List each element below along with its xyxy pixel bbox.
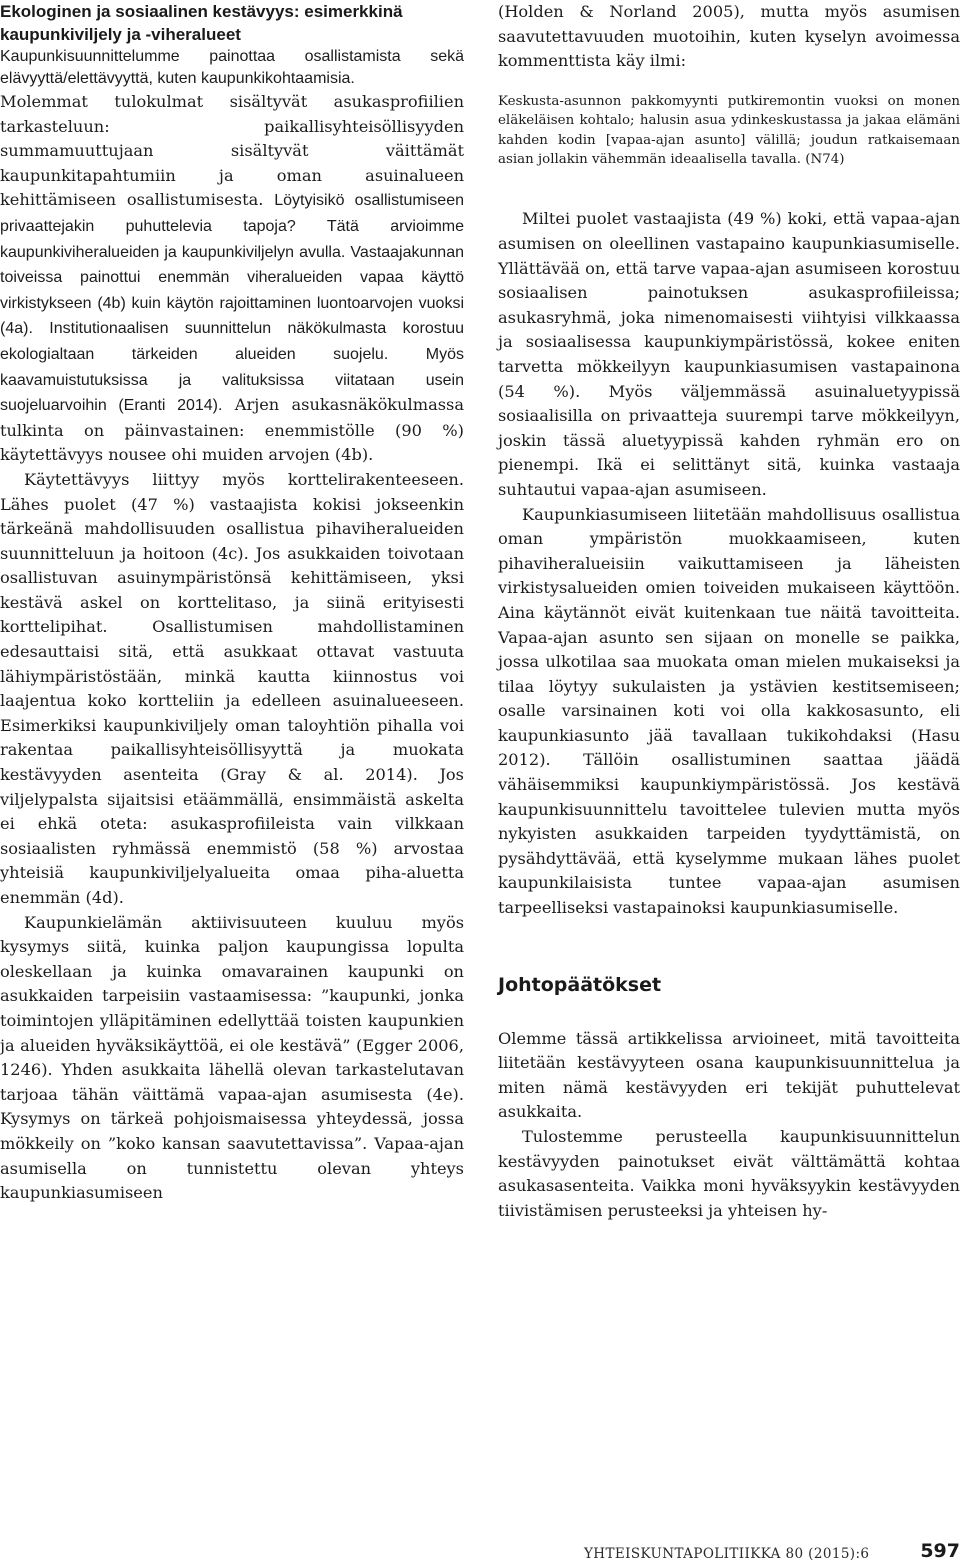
block-quote: Keskusta-asunnon pakkomyynti putkiremontin vuoksi on monen eläkeläisen kohtalo; halusin asua ydinkeskustassa ja jakaa elämäni kahden kodin [vapaa-ajan asunto] välillä; joudun ratkaisemaan asian jollakin vähemmän ideaalisella tavalla. (N74): [498, 93, 960, 167]
section-heading-conclusions: Johtopäätökset: [498, 973, 662, 996]
paragraph-1-part-c: Arjen asukasnäkökulmassa tulkinta on päinvastainen: enemmistölle (90 %) käytettävyys nousee ohi muiden arvojen (4b).: [0, 395, 464, 465]
lead-paragraph: Kaupunkisuunnittelumme painottaa osallistamista sekä elävyyttä/elettävyyttä, kuten kaupunkikohtaamisia.: [0, 48, 464, 87]
left-column: [0, 0, 464, 1206]
right-column: [498, 0, 960, 1223]
paragraph-1-part-a: Molemmat tulokulmat sisältyvät asukasprofiilien tarkasteluun: paikallisyhteisöllisyyden summamuuttujaan sisältyvät väittämät kaupunkitapahtumiin ja oman asuinalueen kehittämiseen osallistumisesta.: [0, 92, 464, 210]
paragraph-4: Miltei puolet vastaajista (49 %) koki, että vapaa-ajan asumisen on oleellinen vastapaino kaupunkiasumiselle. Yllättävää on, että tarve vapaa-ajan asumiseen korostuu sosiaalisen painotuksen asukasprofiileissa; asukasryhmä, joka nimenomaisesti viihtyisi vilkkaassa ja sosiaalisessa kaupunkiympäristössä, kokee eniten tarvetta mökkeilyyn kaupunkiasumisen vastapainona (54 %). Myös väljemmässä asuinaluetyypissä sosiaalisilla on privaatteja suurempi tarve mökkeilyyn, joskin tässä aluetyypissä kahden ryhmän ero on pienempi. Ikä ei selittänyt sitä, kuinka vastaaja suhtautui vapaa-ajan asumiseen.: [498, 209, 960, 499]
paragraph-2-part-a: Käytettävyys liittyy myös korttelirakenteeseen.: [24, 469, 464, 489]
page-number: 597: [920, 1540, 960, 1562]
paragraph-3: Kaupunkielämän aktiivisuuteen kuuluu myös kysymys siitä, kuinka paljon kaupungissa lopulta oleskellaan ja kuinka omavarainen kaupunki on asukkaiden tarpeisiin vastaamisessa: ”kaupunki, jonka toimintojen ylläpitäminen edellyttää toisten kaupunkien ja alueiden hyväksikäyttöä, ei ole kestävä” (Egger 2006, 1246). Yhden asukkaita lähellä olevan tarkastelutavan tarjoaa tähän väittämä vapaa-ajan asumisesta (4e). Kysymys on tärkeä pohjoismaisessa yhteydessä, jossa mökkeily on ”koko kansan saavutettavissa”. Vapaa-ajan asumisella on tunnistettu olevan yhteys kaupunkiasumiseen: [0, 912, 464, 1203]
journal-title: YHTEISKUNTAPOLITIIKKA 80 (2015):6: [584, 1546, 870, 1562]
paragraph-6: Olemme tässä artikkelissa arvioineet, mitä tavoitteita liitetään kestävyyteen osana kaupunkisuunnittelua ja miten nämä kestävyyden eri tekijät puhuttelevat asukkaita.: [498, 1028, 960, 1122]
paragraph-1-part-b: Löytyisikö osallistumiseen privaattejakin puhuttelevia tapoja? Tätä arvioimme kaupunkiviheralueiden ja kaupunkiviljelyn avulla. Vastaajakunnan toiveissa painottui enemmän viheralueiden vapaa käyttö virkistykseen (4b) kuin käytön rajoittaminen luontoarvojen vuoksi (4a). Institutionaalisen suunnittelun näkökulmasta korostuu ekologialtaan tärkeiden alueiden suojelu. Myös kaavamuistutuksissa ja valituksissa viitataan usein suojeluarvoihin (Eranti 2014).: [0, 192, 464, 415]
paragraph-2: [0, 468, 464, 911]
section-subheading: Ekologinen ja sosiaalinen kestävyys: esimerkkinä kaupunkiviljely ja -viheralueet: [0, 2, 403, 44]
paragraph-continued: (Holden & Norland 2005), mutta myös asumisen saavutettavuuden muotoihin, kuten kyselyn avoimessa kommenttista käy ilmi:: [498, 2, 960, 71]
paragraph-1: [0, 90, 464, 468]
paragraph-2-part-b: Lähes puolet (47 %) vastaajista kokisi jokseenkin tärkeänä mahdollisuuden osallistua pihaviheralueiden suunnitteluun ja hoitoon (4c). Jos asukkaiden toivotaan osallistuvan asuinympäristönsä kehittämiseen, yksi kestävä askel on korttelitaso, ja siinä erityisesti korttelipihat. Osallistumisen mahdollistaminen edesauttaisi sitä, että asukkaat ottavat vastuuta lähiympäristöstään, minkä kautta kiinnostus voi laajentua koko kortteliin ja edelleen asuinalueeseen. Esimerkiksi kaupunkiviljely oman taloyhtiön pihalla voi rakentaa paikallisyhteisöllisyyttä ja muokata kestävyyden asenteita (Gray & al. 2014). Jos viljelypalsta sijaitsisi etäämmällä, ensimmäistä askelta ei ehkä oteta: asukasprofiileista vain vilkkaan sosiaalisten ryhmässä enemmistö (58 %) arvostaa yhteisiä kaupunkiviljelyalueita omaa piha-aluetta enemmän (4d).: [0, 494, 464, 907]
page-footer: [560, 1540, 960, 1566]
paragraph-7: Tulostemme perusteella kaupunkisuunnittelun kestävyyden painotukset eivät välttämättä kohtaa asukasasenteita. Vaikka moni hyväksyykin kestävyyden tiivistämisen perusteeksi ja yhteisen hy-: [498, 1127, 960, 1220]
paragraph-5: Kaupunkiasumiseen liitetään mahdollisuus osallistua oman ympäristön muokkaamiseen, kuten pihaviheralueisiin vaikuttamiseen ja läheisten virkistysalueiden omien toiveiden mukaiseen käyttöön. Aina käytännöt eivät kuitenkaan tue näitä tavoitteita. Vapaa-ajan asunto sen sijaan on monelle se paikka, jossa ulkotilaa saa muokata oman mielen mukaiseksi ja tilaa löytyy sukulaisten ja ystävien kestitsemiseen; osalle varsinainen koti voi olla kakkosasunto, eli kaupunkiasunto jää tavallaan tukikohdaksi (Hasu 2012). Tällöin osallistuminen saattaa jäädä vähäisemmiksi kaupunkiympäristössä. Jos kestävä kaupunkisuunnittelu tavoittelee tulevien mutta myös nykyisten asukkaiden tarpeiden tyydyttämistä, on pysähdyttävää, että kyselymme mukaan lähes puolet kaupunkilaisista tuntee vapaa-ajan asumisen tarpeelliseksi vastapainoksi kaupunkiasumiselle.: [498, 504, 960, 918]
